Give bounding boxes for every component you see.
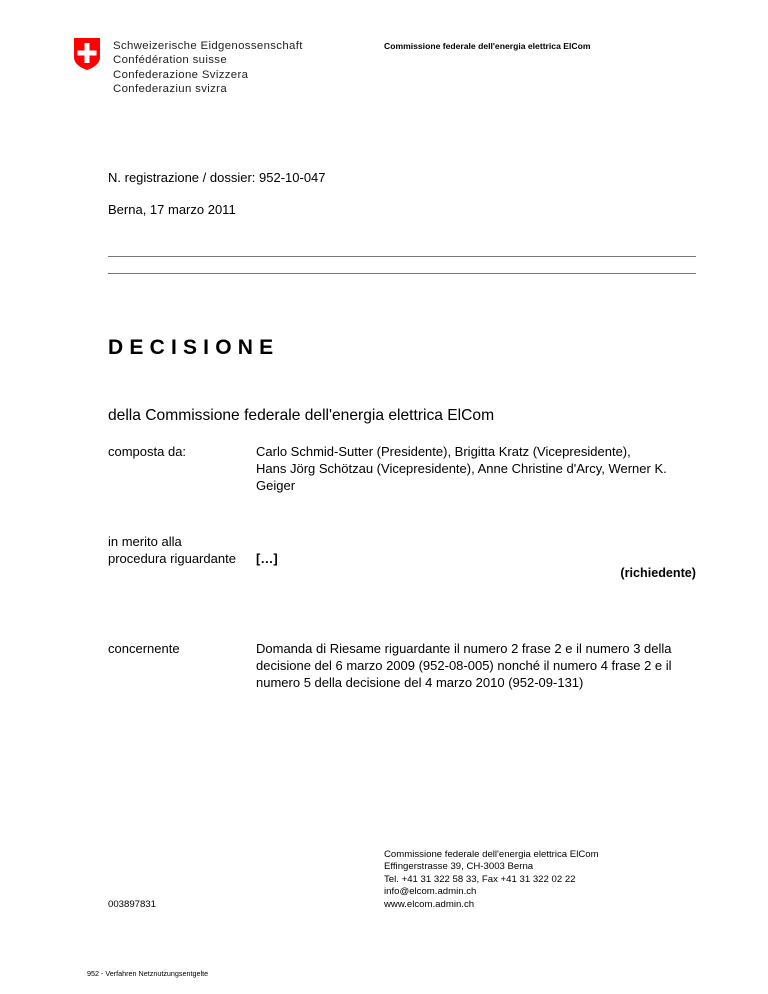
org-name-de: Schweizerische Eidgenossenschaft bbox=[113, 40, 303, 52]
org-name-rm: Confederaziun svizra bbox=[113, 82, 227, 95]
header-commission-title: Commissione federale dell'energia elettrica ElCom bbox=[384, 41, 591, 51]
composition-line: Carlo Schmid-Sutter (Presidente), Brigitta Kratz (Vicepresidente), bbox=[256, 444, 631, 459]
composition-label: composta da: bbox=[108, 444, 187, 459]
swiss-shield-icon bbox=[73, 37, 101, 71]
concerning-value bbox=[256, 640, 696, 691]
page-footer: 952 - Verfahren Netznutzungsentgelte bbox=[87, 969, 209, 978]
contact-address: Effingerstrasse 39, CH-3003 Berna bbox=[384, 861, 534, 873]
procedure-label-line: procedura riguardante bbox=[108, 551, 236, 566]
document-subtitle: della Commissione federale dell'energia elettrica ElCom bbox=[108, 407, 495, 424]
contact-line: Commissione federale dell'energia elettrica ElCom bbox=[384, 849, 599, 860]
procedure-label-line: in merito alla bbox=[108, 534, 182, 549]
document-date: Berna, 17 marzo 2011 bbox=[108, 202, 236, 217]
confederation-names bbox=[113, 39, 303, 96]
org-name-it: Confederazione Svizzera bbox=[113, 68, 249, 81]
concerning-label: concernente bbox=[108, 641, 180, 656]
composition-value bbox=[256, 443, 696, 494]
concerning-line: Domanda di Riesame riguardante il numero 2 frase 2 e il numero 3 della bbox=[256, 641, 672, 656]
composition-line: Geiger bbox=[256, 478, 296, 493]
contact-phone: Tel. +41 31 322 58 33, Fax +41 31 322 02 22 bbox=[384, 873, 576, 885]
concerning-line: decisione del 6 marzo 2009 (952-08-005) nonché il numero 4 frase 2 e il bbox=[256, 658, 672, 673]
composition-line: Hans Jörg Schötzau (Vicepresidente), Anne Christine d'Arcy, Werner K. bbox=[256, 461, 667, 476]
registration-number: N. registrazione / dossier: 952-10-047 bbox=[108, 170, 326, 185]
contact-block bbox=[384, 849, 599, 911]
procedure-label bbox=[108, 533, 236, 567]
divider-top bbox=[108, 256, 696, 257]
swiss-cross-logo bbox=[73, 37, 101, 71]
procedure-value: […] bbox=[256, 551, 278, 566]
org-name-fr: Confédération suisse bbox=[113, 54, 228, 67]
concerning-line: numero 5 della decisione del 4 marzo 2010 (952-09-131) bbox=[256, 675, 584, 690]
contact-email: info@elcom.admin.ch bbox=[384, 886, 477, 898]
contact-website: www.elcom.admin.ch bbox=[384, 898, 475, 910]
divider-bottom bbox=[108, 273, 696, 274]
document-title: DECISIONE bbox=[108, 336, 280, 359]
document-id: 003897831 bbox=[108, 899, 157, 910]
applicant-role: (richiedente) bbox=[620, 566, 696, 580]
